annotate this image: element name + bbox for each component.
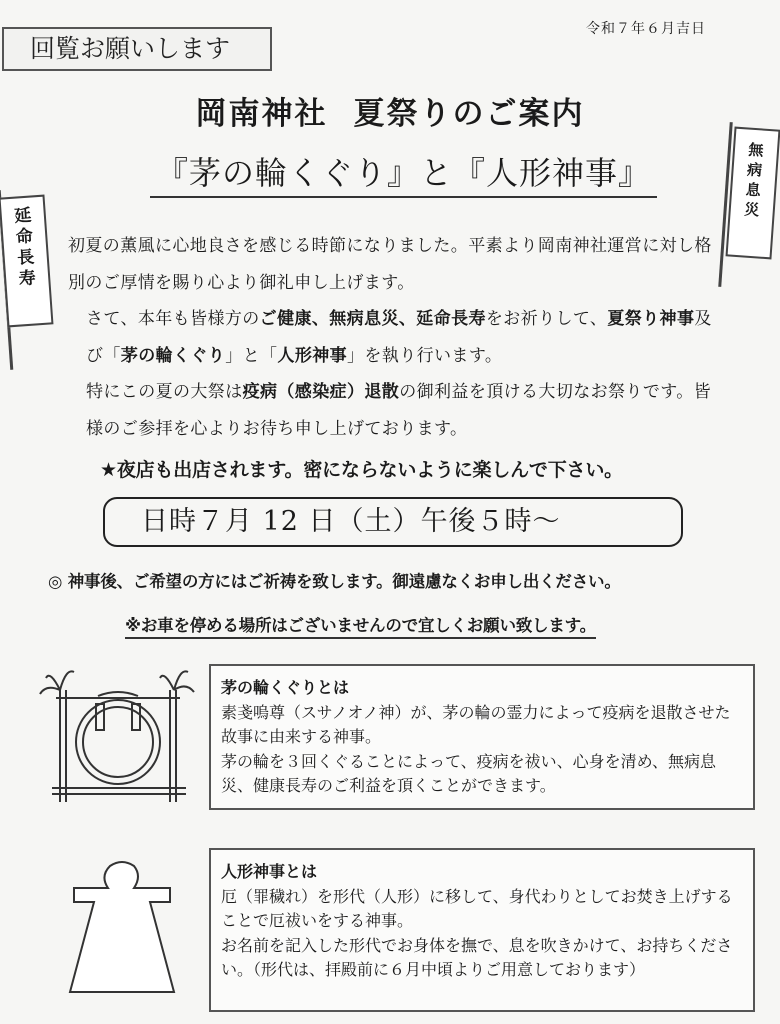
circulation-label: 回覧お願いします	[2, 27, 272, 71]
banner-char: 長	[16, 247, 35, 269]
right-banner	[726, 127, 780, 260]
chinowa-info-origin: 素戔嗚尊（スサノオノ神）が、茅の輪の霊力によって疫病を退散させた故事に由来する神事。	[221, 702, 731, 746]
banner-char: 延	[13, 205, 33, 227]
paragraph-events: さて、本年も皆様方のご健康、無病息災、延命長寿をお祈りして、夏祭り神事及び「茅の輪くぐり」と「人形神事」を執り行います。	[86, 309, 712, 366]
banner-char: 病	[746, 160, 763, 180]
banner-char: 寿	[18, 268, 37, 290]
body-text	[68, 228, 728, 447]
stalls-notice: ★夜店も出店されます。密にならないように楽しんで下さい。	[100, 459, 623, 481]
left-banner	[0, 195, 53, 328]
banner-char: 息	[745, 180, 762, 200]
chinowa-info-benefit: 茅の輪を３回くぐることによって、疫病を祓い、心身を清め、無病息災、健康長寿のご利益を頂くことができます。	[221, 751, 717, 795]
paragraph-greeting: 初夏の薫風に心地良さを感じる時節になりました。平素より岡南神社運営に対し格別のご厚情を賜り心より御礼申し上げます。	[68, 236, 712, 293]
katashiro-info-instructions: お名前を記入した形代でお身体を撫で、息を吹きかけて、お持ちください。（形代は、拝殿前に６月中頃よりご用意しております）	[221, 935, 733, 979]
shrine-name: 岡南神社	[195, 96, 328, 132]
chinowa-info-box	[209, 664, 755, 810]
paragraph-invitation: 特にこの夏の大祭は疫病（感染症）退散の御利益を頂ける大切なお祭りです。皆様のご参拝を心よりお待ち申し上げております。	[86, 382, 712, 439]
prayer-notice: ◎ 神事後、ご希望の方にはご祈祷を致します。御遠慮なくお申し出ください。	[48, 572, 621, 591]
schedule-box: 日時７月 12 日（土）午後５時～	[103, 497, 683, 547]
event-name: 夏祭りのご案内	[353, 96, 585, 132]
katashiro-paper-doll-illustration	[62, 858, 182, 998]
katashiro-info-description: 厄（罪穢れ）を形代（人形）に移して、身代わりとしてお焚き上げすることで厄祓いをする神事。	[221, 886, 733, 930]
katashiro-info-box	[209, 848, 755, 1012]
page-title	[0, 88, 780, 133]
chinowa-ring-illustration	[38, 652, 198, 812]
banner-char: 命	[15, 226, 34, 248]
parking-notice: ※お車を停める場所はございませんので宜しくお願い致します。	[125, 612, 596, 639]
chinowa-info-title: 茅の輪くぐりとは	[221, 678, 350, 697]
banner-char: 無	[747, 140, 765, 160]
katashiro-info-title: 人形神事とは	[221, 862, 318, 881]
banner-char: 災	[743, 200, 760, 220]
issue-date: 令和７年６月吉日	[586, 21, 706, 37]
page-subtitle: 『茅の輪くぐり』と『人形神事』	[150, 148, 657, 198]
